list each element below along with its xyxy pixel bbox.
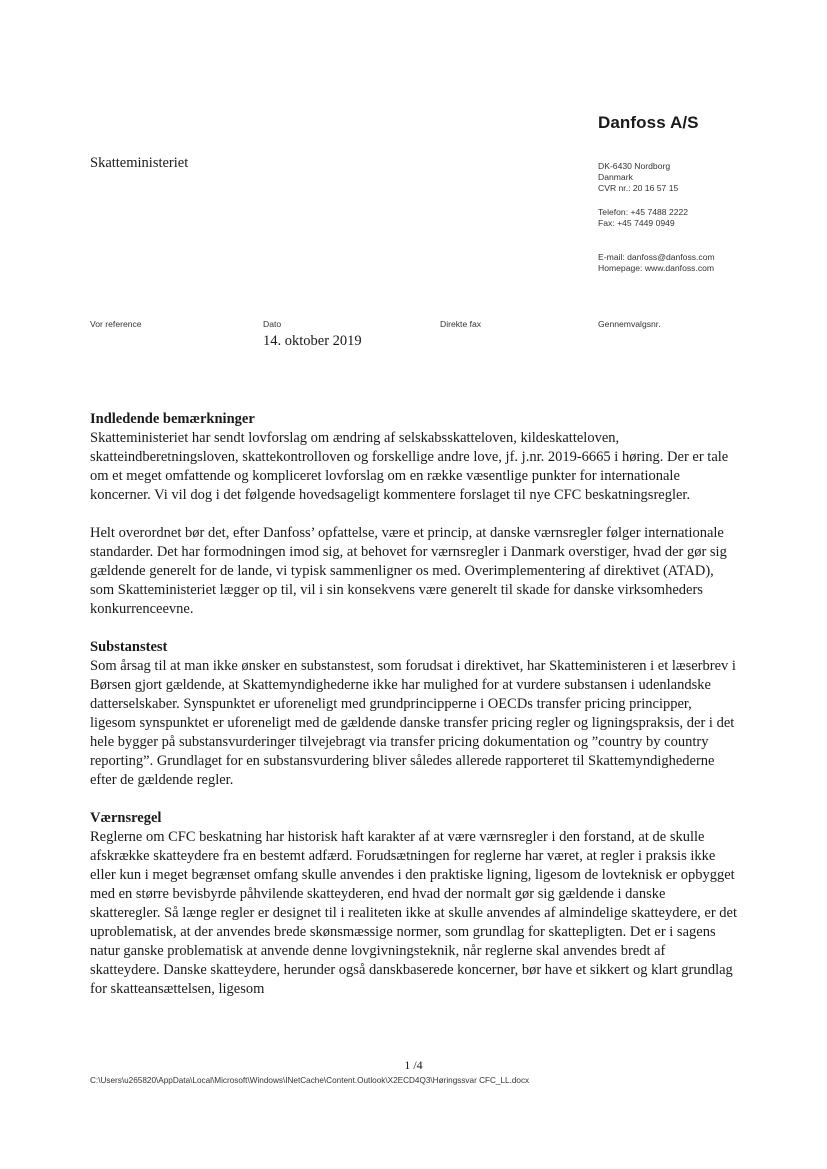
file-path: C:\Users\u265820\AppData\Local\Microsoft\Windows\INetCache\Content.Outlook\X2ECD4Q3\Høringssvar CFC_LL.docx [90, 1076, 530, 1085]
section-heading: Substanstest [90, 639, 168, 655]
company-phone-block [598, 207, 688, 229]
cvr-number: CVR nr.: 20 16 57 15 [598, 183, 679, 193]
direkte-fax-label: Direkte fax [440, 319, 482, 329]
section-heading: Værnsregel [90, 810, 162, 826]
company-address [598, 161, 678, 194]
letter-date: 14. oktober 2019 [263, 333, 362, 349]
phone-number: Telefon: +45 7488 2222 [598, 207, 689, 217]
dato-label: Dato [263, 319, 282, 329]
gennemvalgsnr-label: Gennemvalgsnr. [598, 319, 661, 329]
recipient-name: Skatteministeriet [90, 155, 189, 171]
body-paragraph: Skatteministeriet har sendt lovforslag om ændring af selskabsskatteloven, kildeskatteloven, skatteindberetningsloven, skattekontrolloven og forskellige andre love, jf. j.nr. 2019-6665 i høring. Der er tale om et meget omfattende og kompliceret lovforslag om en række væsentlige punkter for internationale koncerner. Vi vil dog i det følgende hovedsageligt kommentere forslaget til nye CFC beskatningsregler. [90, 430, 729, 503]
vor-reference-label: Vor reference [90, 319, 142, 329]
address-country: Danmark [598, 172, 633, 182]
body-paragraph: Helt overordnet bør det, efter Danfoss’ opfattelse, være et princip, at danske værnsregler følger internationale standarder. Det har formodningen imod sig, at behovet for værnsregler i Danmark overstiger, hvad der gør sig gældende generelt for de lande, vi typisk sammenligner os med. Overimplementering af direktivet (ATAD), som Skatteministeriet lægger op til, vil i sin konsekvens være generelt til skade for danske virksomheders konkurrenceevne. [90, 525, 727, 617]
email-address: E-mail: danfoss@danfoss.com [598, 252, 715, 262]
fax-number: Fax: +45 7449 0949 [598, 218, 675, 228]
body-paragraph: Som årsag til at man ikke ønsker en substanstest, som forudsat i direktivet, har Skatteministeren i et læserbrev i Børsen gjort gældende, at Skattemyndighederne ikke har mulighed for at vurdere substansen i udenlandske datterselskaber. Synspunktet er uforeneligt med grundprincipperne i OECDs transfer pricing principper, ligesom synspunktet er uforeneligt med de gældende danske transfer pricing regler og ligningspraksis, der i det hele bygger på substansvurderinger tilvejebragt via transfer pricing dokumentation og ”country by country reporting”. Grundlaget for en substansvurdering bliver således allerede rapporteret til Skattemyndighederne efter de gældende regler. [90, 658, 736, 788]
homepage-url: Homepage: www.danfoss.com [598, 263, 715, 273]
letter-body [90, 410, 738, 999]
address-line: DK-6430 Nordborg [598, 161, 671, 171]
section-heading: Indledende bemærkninger [90, 411, 255, 427]
body-paragraph: Reglerne om CFC beskatning har historisk haft karakter af at være værnsregler i den forstand, at de skulle afskrække skatteydere fra en bestemt adfærd. Forudsætningen for reglerne har været, at regler i praksis ikke eller kun i meget begrænset omfang skulle anvendes i den praktiske ligning, ligesom de lovteknisk er opbygget med en større bevisbyrde påhvilende skatteyderen, end hvad der normalt gør sig gældende i danske skatteregler. Så længe regler er designet til i realiteten ikke at skulle anvendes af almindelige skatteydere, er det uproblematisk, at der anvendes brede skønsmæssige normer, som grundlag for skattepligten. Det er i sagens natur ganske problematisk at anvende denne lovgivningsteknik, når reglerne skal anvendes bredt af skatteydere. Danske skatteydere, herunder også danskbaserede koncerner, bør have et sikkert og klart grundlag for skatteansættelsen, ligesom [90, 829, 738, 997]
page-number: 1 /4 [404, 1058, 423, 1072]
company-name: Danfoss A/S [598, 113, 699, 132]
company-web-block [598, 252, 715, 274]
